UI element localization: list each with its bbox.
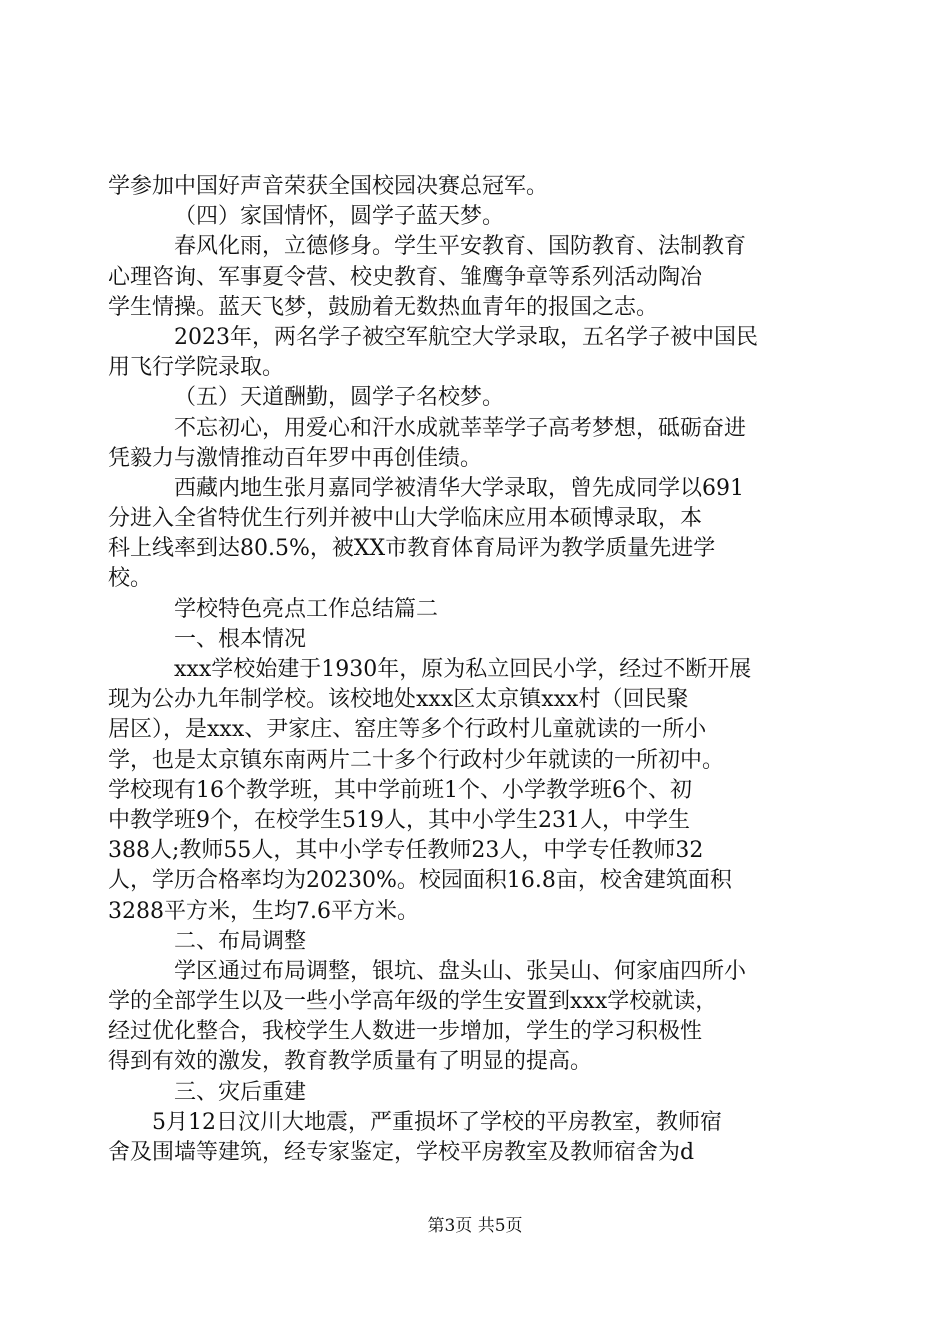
text-line: 学的全部学生以及一些小学高年级的学生安置到xxx学校就读， [108,989,718,1015]
section-heading: （四）家国情怀，圆学子蓝天梦。 [174,204,505,230]
text-line: 3288平方米，生均7.6平方米。 [108,898,419,924]
text-line: 用飞行学院录取。 [108,355,285,381]
text-line: 得到有效的激发，教育教学质量有了明显的提高。 [108,1049,593,1075]
section-heading: 一、根本情况 [174,626,307,652]
section-title: 学校特色亮点工作总结篇二 [174,596,439,622]
text-line: 388人;教师55人，其中小学专任教师23人，中学专任教师32 [108,838,704,864]
page-number-footer: 第3页 共5页 [427,1216,523,1236]
section-heading: 三、灾后重建 [174,1079,307,1105]
text-line: 居区），是xxx、尹家庄、窑庄等多个行政村儿童就读的一所小 [108,717,707,743]
text-line: 2023年，两名学子被空军航空大学录取，五名学子被中国民 [174,324,758,350]
text-line: 学，也是太京镇东南两片二十多个行政村少年就读的一所初中。 [108,747,725,773]
text-line: 科上线率到达80.5%，被XX市教育体育局评为教学质量先进学 [108,536,716,562]
text-line: 经过优化整合，我校学生人数进一步增加，学生的学习积极性 [108,1019,703,1045]
text-line: xxx学校始建于1930年，原为私立回民小学，经过不断开展 [174,657,752,682]
text-line: 人，学历合格率均为20230%。校园面积16.8亩，校舍建筑面积 [108,868,732,894]
text-line: 学参加中国好声音荣获全国校园决赛总冠军。 [108,174,549,199]
text-line: 学区通过布局调整，银坑、盘头山、张吴山、何家庙四所小 [174,958,747,984]
text-line: 分进入全省特优生行列并被中山大学临床应用本硕博录取，本 [108,506,703,532]
section-heading: 二、布局调整 [174,928,307,954]
section-heading: （五）天道酬勤，圆学子名校梦。 [174,385,505,411]
text-line: 不忘初心，用爱心和汗水成就莘莘学子高考梦想，砥砺奋进 [174,415,747,441]
text-line: 凭毅力与激情推动百年罗中再创佳绩。 [108,445,483,471]
document-body [108,172,844,1168]
text-line: 心理咨询、军事夏令营、校史教育、雏鹰争章等系列活动陶冶 [108,264,703,290]
text-line: 5月12日汶川大地震，严重损坏了学校的平房教室，教师宿 [152,1109,722,1135]
text-line: 西藏内地生张月嘉同学被清华大学录取，曾先成同学以691 [174,475,744,501]
text-line: 学校现有16个教学班，其中学前班1个、小学教学班6个、初 [108,777,692,803]
text-line: 现为公办九年制学校。该校地处xxx区太京镇xxx村（回民聚 [108,687,689,713]
text-line: 中教学班9个，在校学生519人，其中小学生231人，中学生 [108,807,690,833]
text-line: 春风化雨，立德修身。学生平安教育、国防教育、法制教育 [174,234,747,260]
text-line: 舍及围墙等建筑，经专家鉴定，学校平房教室及教师宿舍为d [108,1140,695,1165]
text-line: 校。 [108,566,153,592]
text-line: 学生情操。蓝天飞梦，鼓励着无数热血青年的报国之志。 [108,294,659,320]
